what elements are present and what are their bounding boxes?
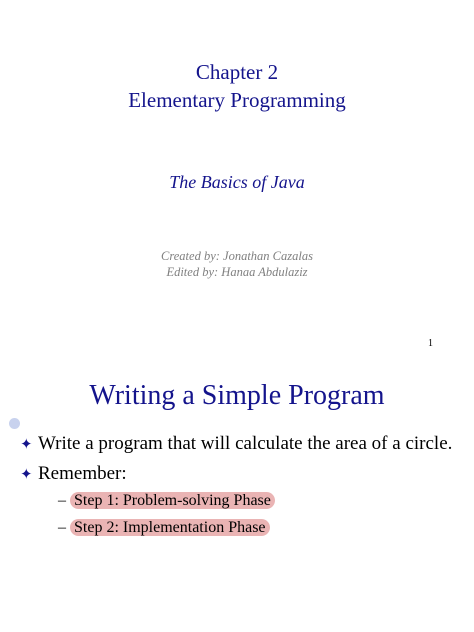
- bullet-list: [20, 432, 460, 545]
- sub-bullet-list: [38, 490, 460, 539]
- slide-title-block: [0, 58, 474, 114]
- four-pointed-star-icon: ✦: [20, 435, 33, 453]
- list-item: [20, 432, 460, 456]
- slide-subtitle: The Basics of Java: [169, 172, 305, 192]
- page-number: 1: [428, 338, 433, 349]
- slide-2: [0, 366, 474, 632]
- dash-glyph: –: [58, 492, 66, 509]
- four-pointed-star-icon: ✦: [20, 465, 33, 483]
- circle-dot-icon: [9, 418, 20, 429]
- sub-list-item: [58, 517, 460, 539]
- credits: [0, 248, 474, 280]
- edited-by: Edited by: Hanaa Abdulaziz: [166, 265, 308, 279]
- highlighted-step: Step 1: Problem-solving Phase: [70, 492, 275, 509]
- bullet-text: Write a program that will calculate the area of a circle.: [38, 433, 453, 454]
- chapter-subtitle-title: Elementary Programming: [128, 88, 346, 112]
- created-by: Created by: Jonathan Cazalas: [161, 249, 313, 263]
- bullet-text: Remember:: [38, 463, 127, 484]
- highlighted-step: Step 2: Implementation Phase: [70, 519, 270, 536]
- slide-title: Writing a Simple Program: [89, 380, 385, 411]
- list-item: [20, 462, 460, 539]
- chapter-title: Chapter 2: [195, 60, 279, 84]
- sub-list-item: [58, 490, 460, 512]
- dash-glyph: –: [58, 519, 66, 536]
